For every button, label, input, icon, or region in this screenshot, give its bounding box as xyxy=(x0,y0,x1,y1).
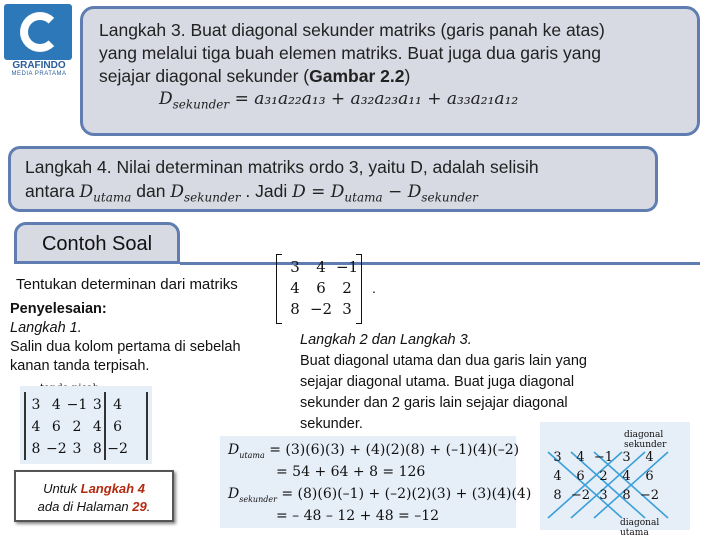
calc-utama-row2: = 54 + 64 + 8 = 126 xyxy=(276,464,426,480)
step4-dan: dan xyxy=(136,181,166,201)
formula-rhs: = a₃₁a₂₂a₁₃ + a₃₂a₂₃a₁₁ + a₃₃a₂₁a₁₂ xyxy=(234,89,519,109)
note-link[interactable]: Langkah 4 xyxy=(80,481,145,496)
step3-box xyxy=(80,6,700,136)
calc-sekunder-row1 xyxy=(228,486,531,504)
diagram-cell: 3 xyxy=(622,450,631,465)
tab-contoh-soal[interactable]: Contoh Soal xyxy=(14,222,180,264)
step3-line3 xyxy=(99,65,681,88)
steps-2-3-block xyxy=(300,330,700,435)
d-utama-symbol: D xyxy=(79,182,94,202)
eq-left: D = D xyxy=(292,182,345,202)
aug-cell: 6 xyxy=(113,419,123,435)
diagram-table xyxy=(546,448,661,505)
aug-cell: 8 xyxy=(92,441,102,457)
step1-title: Langkah 1. xyxy=(10,320,82,336)
diagram-cell: 4 xyxy=(553,469,562,484)
calc-d-symbol: D xyxy=(228,486,240,502)
step1-line1: Salin dua kolom pertama di sebelah xyxy=(10,339,241,355)
diagonal-diagram xyxy=(540,422,690,538)
aug-cell: 2 xyxy=(72,419,82,435)
diagram-cell: 2 xyxy=(599,469,608,484)
diagram-cell: 3 xyxy=(553,450,562,465)
steps-2-3-title: Langkah 2 dan Langkah 3. xyxy=(300,332,472,348)
eq-minus: − D xyxy=(382,182,422,202)
matrix-cell: 4 xyxy=(290,278,300,297)
aug-cell: −2 xyxy=(46,441,67,457)
matrix-cell: 3 xyxy=(342,299,352,318)
aug-cell: 3 xyxy=(92,397,102,413)
diagram-cell: 8 xyxy=(553,488,562,503)
tab-divider xyxy=(180,262,700,265)
step3-line1: Langkah 3. Buat diagonal sekunder matriks (garis panah ke atas) xyxy=(99,20,605,40)
note-line1 xyxy=(16,480,172,498)
diagram-cell: 6 xyxy=(576,469,585,484)
d-utama-sub: utama xyxy=(93,190,132,205)
aug-cell: 4 xyxy=(51,397,61,413)
aug-table xyxy=(26,394,128,460)
solution-title: Penyelesaian: xyxy=(10,301,107,317)
step3-line2: yang melalui tiga buah elemen matriks. Buat juga dua garis yang xyxy=(99,43,601,63)
step3-line3-suffix: ) xyxy=(404,66,411,86)
determinant-equation xyxy=(292,182,478,205)
solution-block xyxy=(10,300,241,376)
question-text: Tentukan determinan dari matriks xyxy=(16,276,238,293)
question-dot: . xyxy=(372,280,376,296)
calculation-box xyxy=(220,436,532,528)
diagram-cell: −2 xyxy=(570,488,591,503)
diagram-cell: −2 xyxy=(639,488,660,503)
aug-cell: 3 xyxy=(72,441,82,457)
matrix-cell: 8 xyxy=(290,299,300,318)
matrix-cell: 6 xyxy=(316,278,326,297)
matrix-cell: −1 xyxy=(335,257,359,276)
note-box xyxy=(14,470,174,522)
aug-cell: 4 xyxy=(31,419,41,435)
aug-cell: 4 xyxy=(113,397,123,413)
calc-utama-expr: = (3)(6)(3) + (4)(2)(8) + (–1)(4)(–2) xyxy=(269,442,520,458)
note-page: 29 xyxy=(132,499,147,514)
calc-d-utama xyxy=(228,442,265,458)
formula-lhs-sub: sekunder xyxy=(172,97,230,112)
diagram-cell: 4 xyxy=(622,469,631,484)
matrix-table xyxy=(282,256,360,319)
steps-line1: Buat diagonal utama dan dua garis lain yang xyxy=(300,353,587,369)
calc-sekunder-sub: sekunder xyxy=(239,494,277,504)
step3-formula xyxy=(99,88,681,116)
note-suffix: . xyxy=(146,499,151,514)
d-utama xyxy=(79,182,132,205)
aug-cell: 3 xyxy=(31,397,41,413)
matrix-cell: 3 xyxy=(290,257,300,276)
d-sekunder xyxy=(170,182,241,205)
grafindo-logo xyxy=(2,2,74,78)
step4-jadi: . Jadi xyxy=(245,181,288,201)
diagram-cell: 4 xyxy=(645,450,654,465)
steps-line2: sejajar diagonal utama. Buat juga diagonal xyxy=(300,374,575,390)
calc-d-symbol: D xyxy=(228,442,240,458)
aug-cell: 4 xyxy=(92,419,102,435)
eq-sub2: sekunder xyxy=(421,190,478,205)
logo-g-icon xyxy=(20,12,60,52)
step4-line2 xyxy=(25,179,641,209)
diagonal-utama-label: diagonal utama xyxy=(620,518,660,538)
formula-lhs: D xyxy=(159,89,173,109)
step4-box xyxy=(8,146,658,212)
steps-line4: sekunder. xyxy=(300,416,363,432)
aug-cell: −2 xyxy=(107,441,128,457)
logo-name: GRAFINDO xyxy=(12,60,66,71)
matrix-cell: −2 xyxy=(309,299,333,318)
diagram-cell: 3 xyxy=(599,488,608,503)
diagram-cell: 8 xyxy=(622,488,631,503)
matrix-a xyxy=(274,254,364,324)
aug-cell: 8 xyxy=(31,441,41,457)
aug-right-bar xyxy=(146,392,148,460)
note-prefix: Untuk xyxy=(43,481,81,496)
aug-cell: 6 xyxy=(51,419,61,435)
logo-mark xyxy=(4,4,72,60)
diagram-cell: 6 xyxy=(645,469,654,484)
step3-line3-prefix: sejajar diagonal sekunder ( xyxy=(99,66,310,86)
d-sekunder-sub: sekunder xyxy=(183,190,241,205)
calc-d-sekunder xyxy=(228,486,277,502)
aug-cell: −1 xyxy=(66,397,88,413)
logo-subtitle: MEDIA PRATAMA xyxy=(11,71,67,77)
calc-utama-row1 xyxy=(228,442,519,460)
diagonal-sekunder-label: diagonal sekunder xyxy=(624,430,667,450)
calc-utama-sub: utama xyxy=(239,450,265,460)
diagram-cell: 4 xyxy=(576,450,585,465)
figure-ref: Gambar 2.2 xyxy=(309,66,405,86)
step4-line1: Langkah 4. Nilai determinan matriks ordo 3, yaitu D, adalah selisih xyxy=(25,157,539,177)
diagram-cell: −1 xyxy=(593,450,614,465)
step4-antara: antara xyxy=(25,181,75,201)
d-sekunder-symbol: D xyxy=(170,182,184,202)
calc-sekunder-row2: = – 48 – 12 + 48 = –12 xyxy=(276,508,440,524)
matrix-cell: 4 xyxy=(316,257,326,276)
augmented-matrix xyxy=(20,386,152,464)
eq-sub1: utama xyxy=(344,190,383,205)
calc-sekunder-expr: = (8)(6)(–1) + (–2)(2)(3) + (3)(4)(4) xyxy=(281,486,532,502)
steps-line3: sekunder dan 2 garis lain sejajar diagonal xyxy=(300,395,568,411)
note-middle: ada di Halaman xyxy=(37,499,133,514)
matrix-cell: 2 xyxy=(342,278,352,297)
step1-line2: kanan tanda terpisah. xyxy=(10,358,150,374)
note-line2 xyxy=(16,498,172,516)
